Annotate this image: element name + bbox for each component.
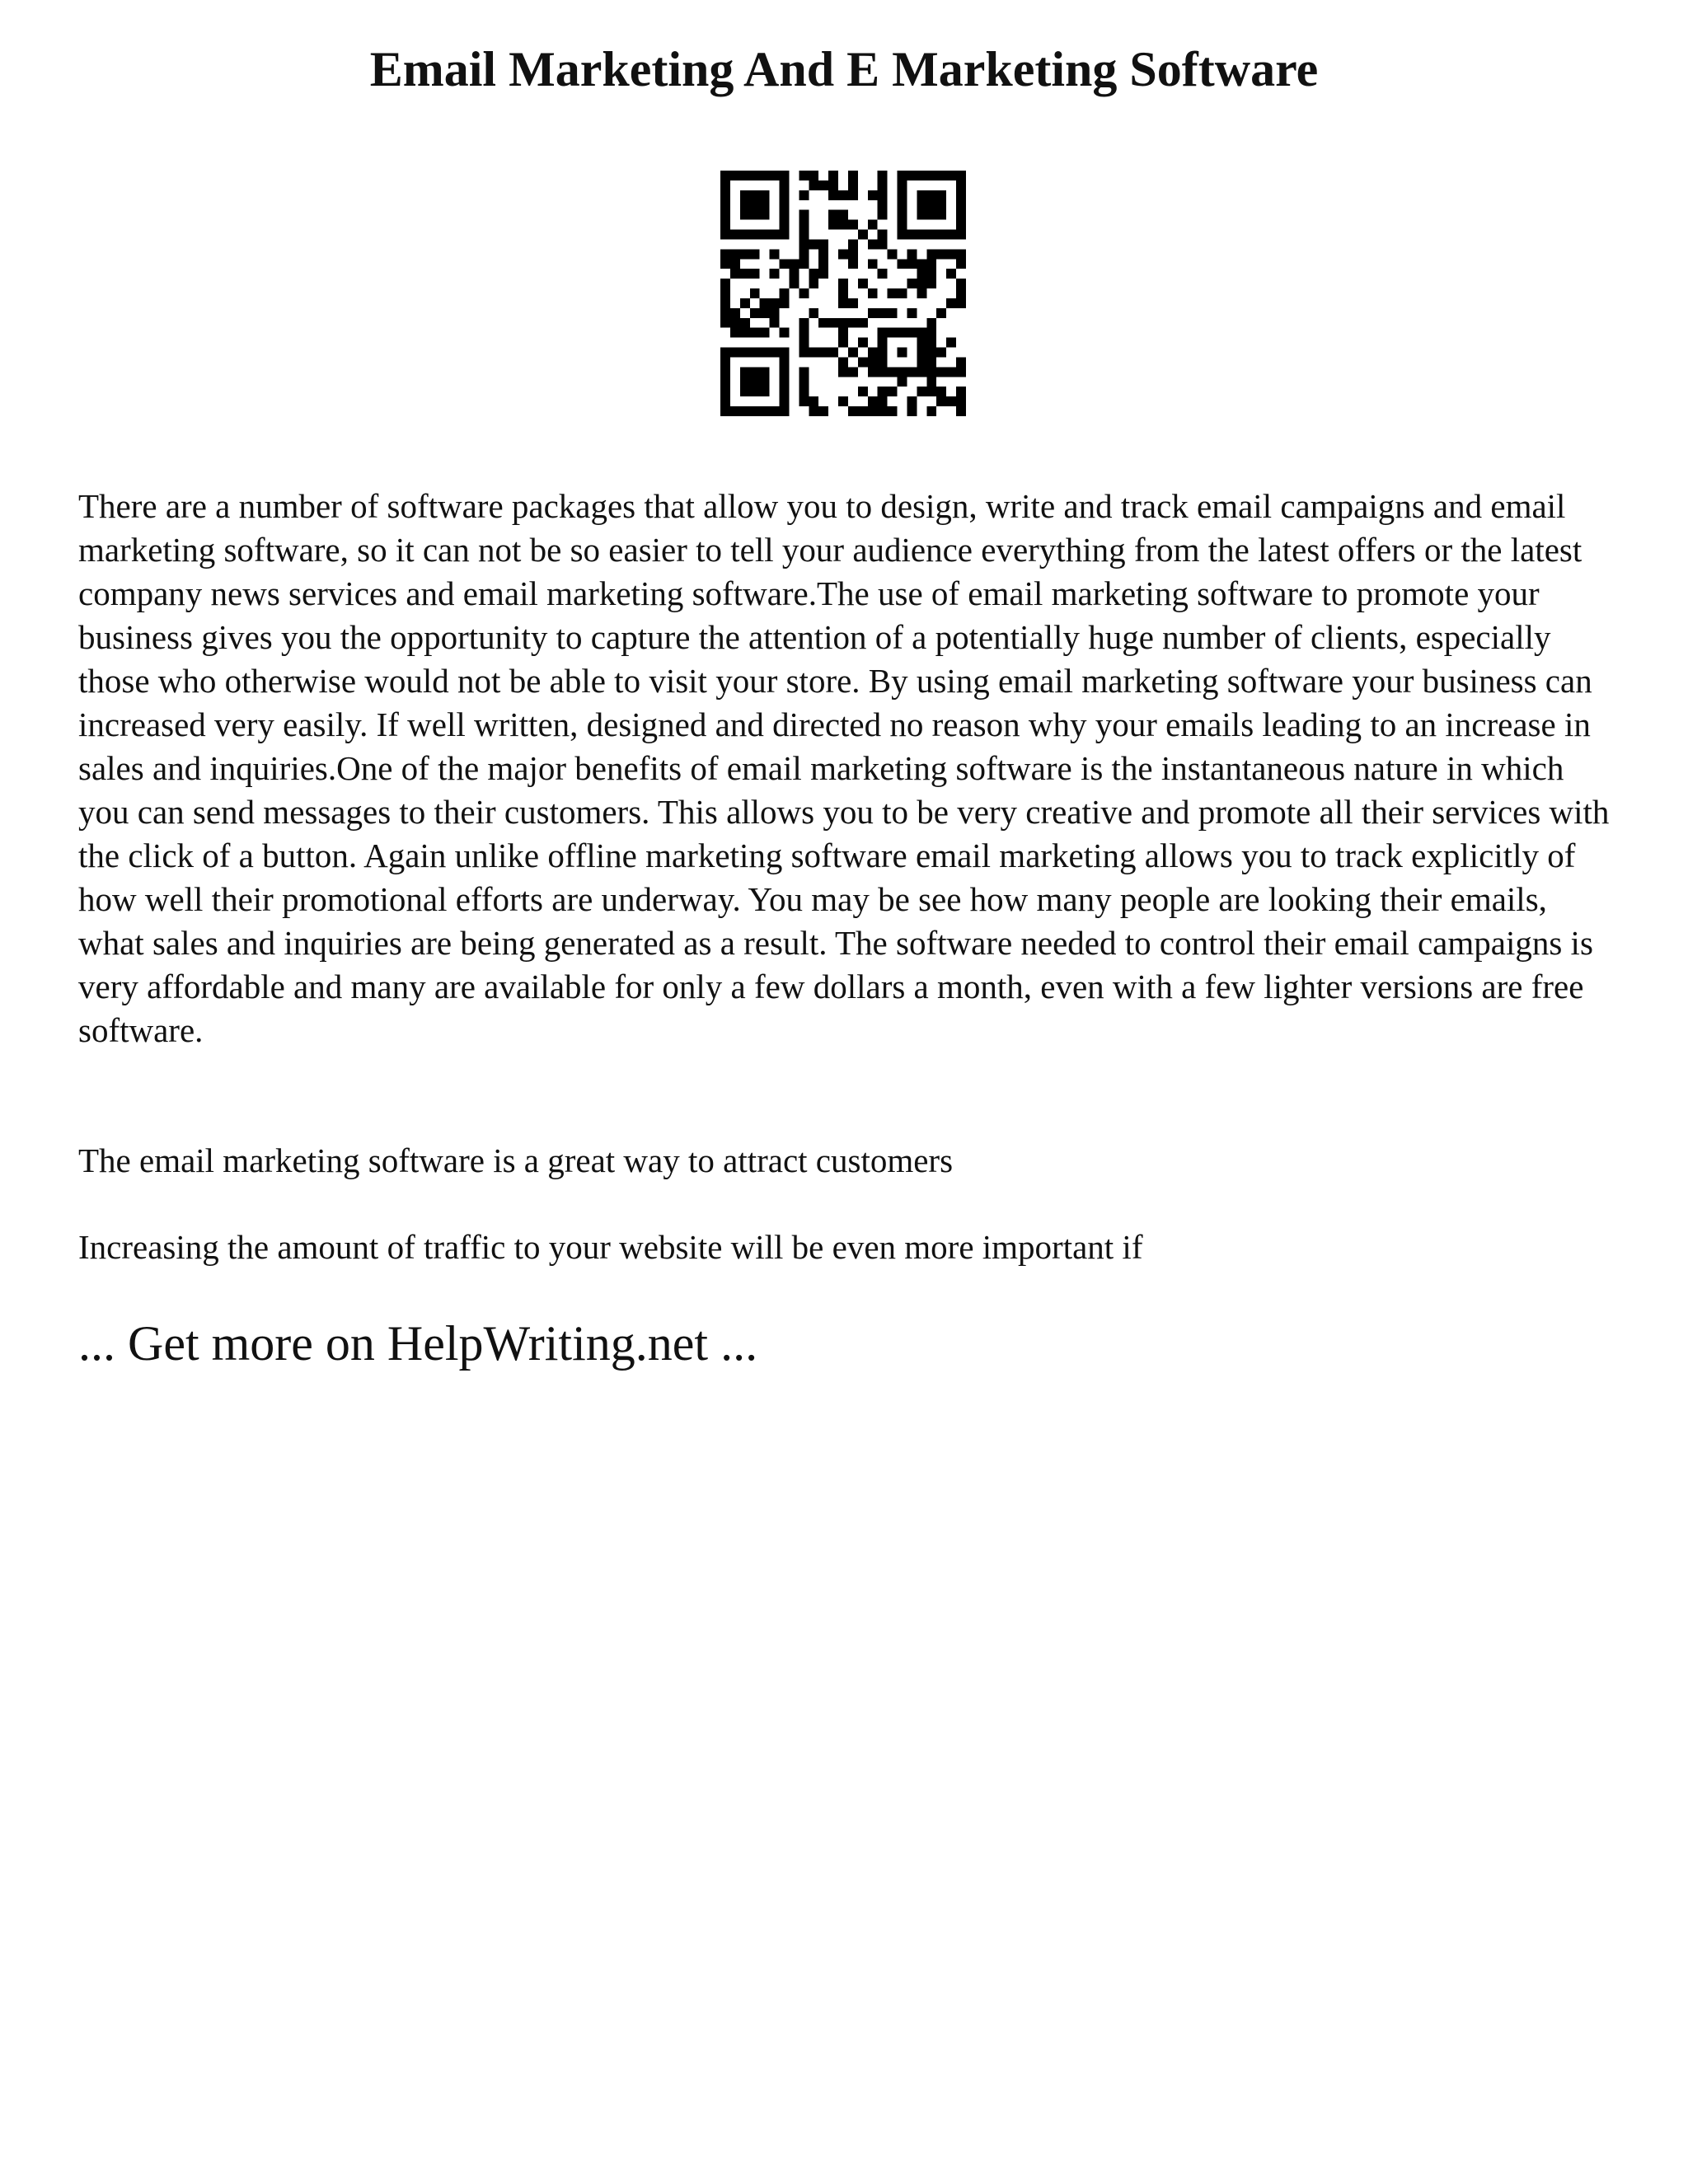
- get-more-link[interactable]: ... Get more on HelpWriting.net ...: [78, 1316, 758, 1371]
- text-line-attract: The email marketing software is a great way to attract customers: [78, 1141, 954, 1179]
- qr-code-icon: [720, 171, 966, 416]
- text-line-traffic: Increasing the amount of traffic to your website will be even more important if: [78, 1228, 1143, 1266]
- page-title: Email Marketing And E Marketing Software: [369, 42, 1319, 96]
- body-paragraph: There are a number of software packages that allow you to design, write and track email campaigns and email marketing software, so it can not be so easier to tell your audience everything from the latest offers or the latest company news services and email marketing software.The use of email marketing software to promote your business gives you the opportunity to capture the attention of a potentially huge number of clients, especially those who otherwise would not be able to visit your store. By using email marketing software your business can increased very easily. If well written, designed and directed no reason why your emails leading to an increase in sales and inquiries.One of the major benefits of email marketing software is the instantaneous nature in which you can send messages to their customers. This allows you to be very creative and promote all their services with the click of a button. Again unlike offline marketing software email marketing allows you to track explicitly of how well their promotional efforts are underway. You may be see how many people are looking their emails, what sales and inquiries are being generated as a result. The software needed to control their email campaigns is very affordable and many are available for only a few dollars a month, even with a few lighter versions are free software.: [78, 487, 1610, 1049]
